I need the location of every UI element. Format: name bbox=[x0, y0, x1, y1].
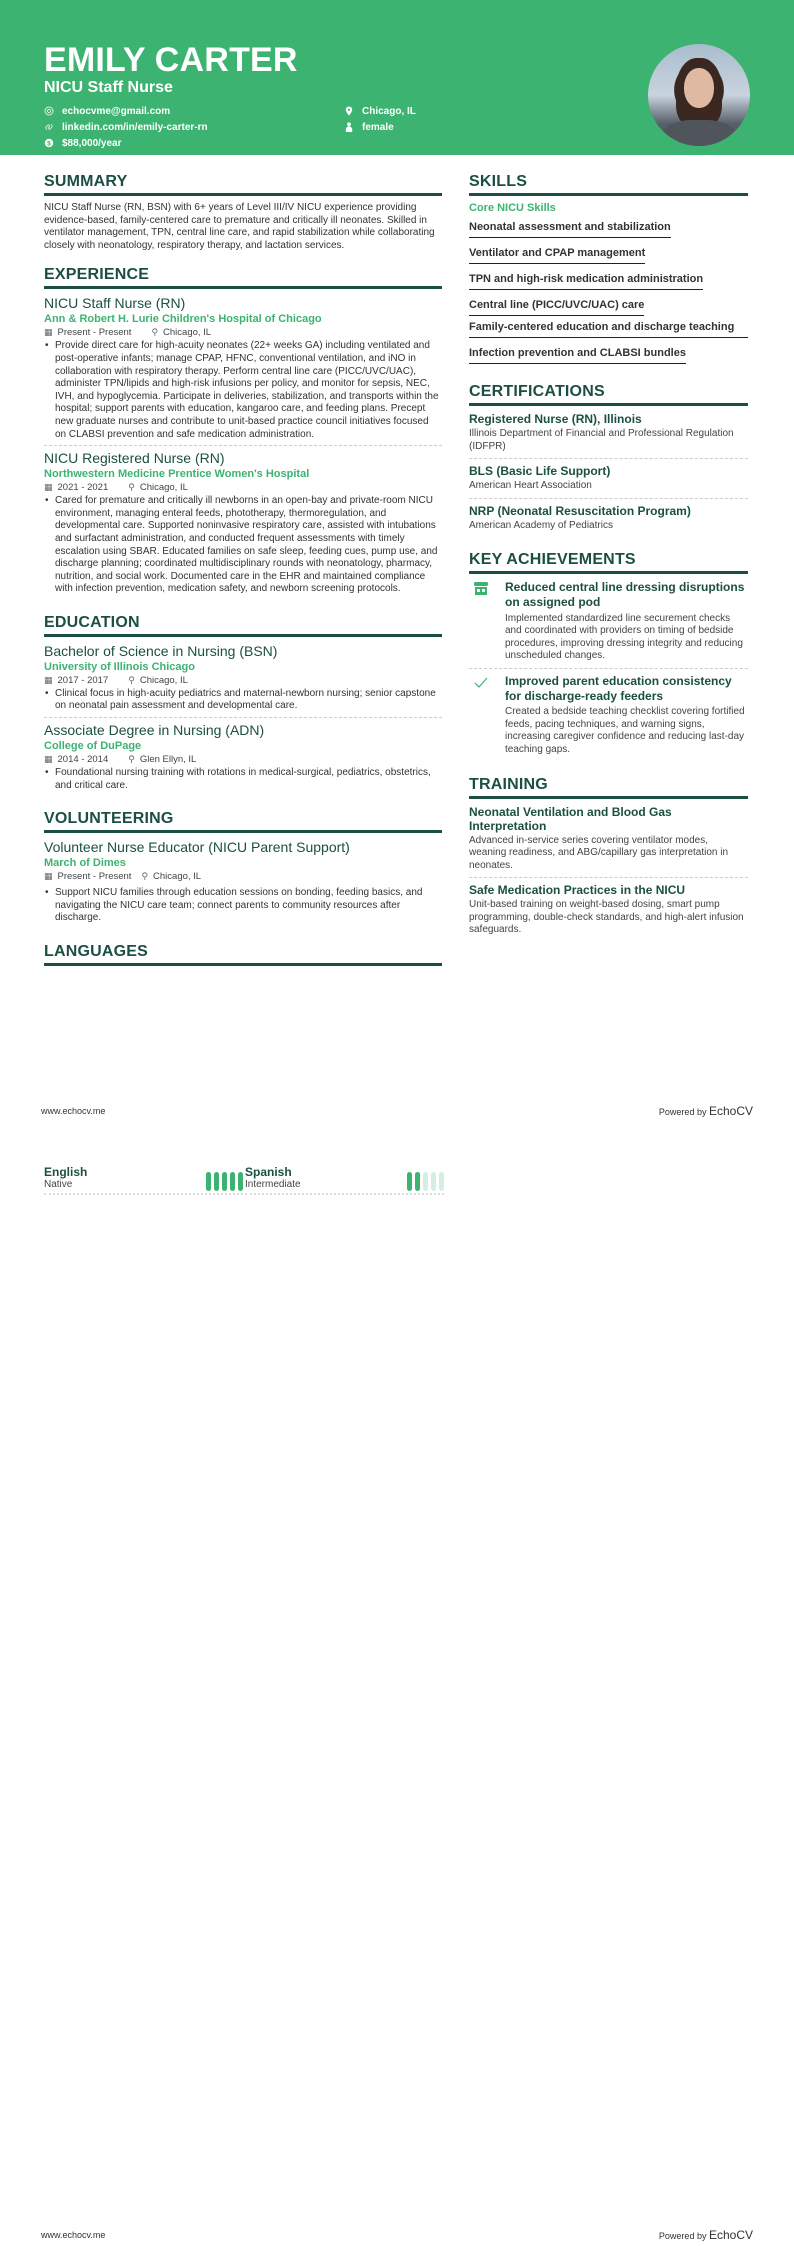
entry-meta bbox=[44, 753, 442, 766]
calendar-icon: ▦ bbox=[44, 871, 53, 882]
section-heading: VOLUNTEERING bbox=[44, 810, 442, 833]
certification-issuer: American Heart Association bbox=[469, 480, 592, 492]
job-title: NICU Staff Nurse (RN) bbox=[44, 295, 186, 312]
bullet-point: • Foundational nursing training with rotations in medical-surgical, pediatrics, obstetrics, and critical care. bbox=[44, 767, 442, 792]
storefront-icon bbox=[469, 580, 505, 663]
location-pin-icon: ⚲ bbox=[128, 674, 135, 685]
powered-by: Powered by EchoCV bbox=[658, 2228, 753, 2242]
experience-section bbox=[44, 266, 442, 600]
proficiency-bars bbox=[407, 1166, 444, 1191]
section-heading: EXPERIENCE bbox=[44, 266, 442, 289]
bullet-point: • Provide direct care for high-acuity neonates (22+ weeks GA) including ventilated and post-operative infants; manage CPAP, HFNC, conventional ventilation, and iNO in collaboration with respiratory therapy. Perform central line care (PICC/UVC/UAC), administer TPN/lipids and high-risk infusions per policy, and monitor for sepsis, NEC, IVH, and hypoglycemia. Participate in deliveries, stabilization, and transports within the hospital; support parents with education, kangaroo care, and feeding plans. Precept new graduate nurses and contribute to unit-based practice council initiatives focused on CLABSI prevention and safe medication administration. bbox=[44, 340, 442, 441]
calendar-icon: ▦ bbox=[44, 482, 53, 493]
website-link[interactable]: www.echocv.me bbox=[41, 2230, 106, 2240]
calendar-icon: ▦ bbox=[44, 754, 53, 765]
location-pin-icon: ⚲ bbox=[128, 482, 135, 493]
location bbox=[128, 674, 188, 687]
section-heading: CERTIFICATIONS bbox=[469, 383, 748, 406]
certification-issuer: Illinois Department of Financial and Professional Regulation (IDFPR) bbox=[469, 428, 734, 452]
skill-category: Core NICU Skills bbox=[469, 202, 556, 214]
at-icon bbox=[44, 106, 54, 116]
bullet-point: • Clinical focus in high-acuity pediatrics and maternal-newborn nursing; senior capstone on neonatal pain assessment and developmental care. bbox=[44, 688, 442, 713]
education-entry bbox=[44, 722, 442, 796]
skill-item: Neonatal assessment and stabilization bbox=[469, 221, 671, 238]
location-text: Chicago, IL bbox=[153, 871, 202, 883]
page-footer bbox=[0, 1104, 794, 1118]
languages-section bbox=[44, 943, 442, 966]
contact-location bbox=[344, 103, 416, 119]
organization: March of Dimes bbox=[44, 857, 126, 870]
job-title: NICU Registered Nurse (RN) bbox=[44, 450, 225, 467]
skill-item: Central line (PICC/UVC/UAC) care bbox=[469, 299, 644, 316]
candidate-name: EMILY CARTER bbox=[44, 41, 298, 79]
training-section bbox=[469, 776, 748, 943]
dates: 2021 - 2021 bbox=[57, 482, 109, 494]
degree: Associate Degree in Nursing (ADN) bbox=[44, 722, 265, 739]
section-heading: SKILLS bbox=[469, 173, 748, 196]
brand-name: EchoCV bbox=[708, 1104, 753, 1118]
checkmark-icon bbox=[469, 674, 505, 757]
location-pin-icon: ⚲ bbox=[141, 871, 149, 882]
bullet-point: • Cared for premature and critically ill newborns in an open-bay and private-room NICU environment, managing enteral feeds, phototherapy, thermoregulation, and developmental care. Supported noninvasive respiratory care, assisted with intubations and surfactant administration, and conducted frequent assessments with timely escalation using SBAR. Educated families on safe sleep, feeding cues, pump use, and discharge planning; coordinated multidisciplinary rounds with neonatology, pharmacy, nutrition, and social work. Documented care in the EHR and maintained compliance with infection prevention, medication safety, and newborn screening protocols. bbox=[44, 495, 442, 596]
skill-item: TPN and high-risk medication administration bbox=[469, 273, 703, 290]
experience-entry bbox=[44, 295, 442, 446]
certification-name: Registered Nurse (RN), Illinois bbox=[469, 412, 642, 426]
education-entry bbox=[44, 643, 442, 718]
skill-item: Family-centered education and discharge teaching bbox=[469, 321, 748, 338]
proficiency-bar-empty bbox=[431, 1172, 436, 1191]
location-pin-icon bbox=[344, 106, 354, 116]
proficiency-bar-empty bbox=[423, 1172, 428, 1191]
achievement-description: Created a bedside teaching checklist covering fortified feeds, pacing techniques, and warning signs, increasing caregiver confidence and reducing last-day teaching gaps. bbox=[505, 706, 745, 755]
entry-meta bbox=[44, 674, 442, 687]
resume-header bbox=[0, 0, 794, 155]
training-description: Advanced in-service series covering ventilator modes, weaning readiness, and ABG/capillary gas interpretation in neonates. bbox=[469, 834, 729, 871]
achievement-title: Improved parent education consistency for discharge-ready feeders bbox=[505, 673, 732, 703]
achievement-description: Implemented standardized line securement checks and coordinated with providers on timing of bedside procedures, improving dressing integrity and reducing unscheduled changes. bbox=[505, 612, 743, 662]
section-heading: SUMMARY bbox=[44, 173, 442, 196]
location bbox=[128, 481, 188, 494]
section-heading: LANGUAGES bbox=[44, 943, 442, 966]
employer: Northwestern Medicine Prentice Women's Hospital bbox=[44, 468, 310, 481]
brand-name: EchoCV bbox=[708, 2228, 753, 2242]
language-item bbox=[44, 1166, 243, 1195]
email-text: echocvme@gmail.com bbox=[62, 105, 171, 117]
location-text: Chicago, IL bbox=[362, 105, 416, 117]
profile-photo bbox=[648, 44, 750, 146]
dollar-icon bbox=[44, 138, 54, 148]
page-footer bbox=[0, 2228, 794, 2242]
section-heading: KEY ACHIEVEMENTS bbox=[469, 551, 748, 574]
achievement-item bbox=[469, 580, 748, 669]
powered-by: Powered by EchoCV bbox=[658, 1104, 753, 1118]
certification-item bbox=[469, 412, 748, 459]
training-name: Safe Medication Practices in the NICU bbox=[469, 883, 686, 898]
entry-meta bbox=[44, 326, 442, 339]
language-name: Spanish bbox=[245, 1165, 292, 1179]
training-description: Unit-based training on weight-based dosing, smart pump programming, double-check standards, and high-alert infusion safeguards. bbox=[469, 899, 744, 936]
location-pin-icon: ⚲ bbox=[151, 327, 159, 338]
section-heading: EDUCATION bbox=[44, 614, 442, 637]
achievement-title: Reduced central line dressing disruptions on assigned pod bbox=[505, 580, 745, 609]
skills-section bbox=[469, 173, 748, 369]
certification-name: BLS (Basic Life Support) bbox=[469, 464, 611, 479]
resume-body bbox=[0, 173, 794, 980]
location-text: Chicago, IL bbox=[139, 482, 188, 494]
certification-item bbox=[469, 504, 748, 538]
training-name: Neonatal Ventilation and Blood Gas Interpretation bbox=[469, 804, 672, 833]
school: College of DuPage bbox=[44, 740, 142, 753]
language-level: Intermediate bbox=[245, 1179, 301, 1190]
proficiency-bar-filled bbox=[230, 1172, 235, 1191]
entry-meta bbox=[44, 481, 442, 494]
location-text: Glen Ellyn, IL bbox=[139, 754, 197, 766]
contact-info bbox=[44, 103, 750, 151]
languages-list bbox=[44, 1166, 446, 1195]
location bbox=[151, 326, 211, 339]
salary-text: $88,000/year bbox=[62, 137, 122, 149]
proficiency-bar-filled bbox=[415, 1172, 420, 1191]
degree: Bachelor of Science in Nursing (BSN) bbox=[44, 642, 278, 659]
contact-salary bbox=[44, 135, 750, 151]
contact-column-right bbox=[344, 103, 416, 135]
employer: Ann & Robert H. Lurie Children's Hospital of Chicago bbox=[44, 313, 322, 326]
dates: 2014 - 2014 bbox=[57, 754, 109, 766]
gender-text: female bbox=[362, 121, 394, 133]
skill-item: Infection prevention and CLABSI bundles bbox=[469, 347, 686, 364]
achievements-section bbox=[469, 551, 748, 761]
dates: 2017 - 2017 bbox=[57, 674, 109, 686]
achievement-item bbox=[469, 674, 748, 762]
dates: Present - Present bbox=[57, 871, 132, 883]
location bbox=[128, 753, 196, 766]
left-column bbox=[44, 173, 442, 980]
skill-item: Ventilator and CPAP management bbox=[469, 247, 645, 264]
photo-face bbox=[684, 68, 714, 108]
dates: Present - Present bbox=[57, 327, 132, 339]
education-section bbox=[44, 614, 442, 796]
summary-section bbox=[44, 173, 442, 252]
person-icon bbox=[344, 122, 354, 132]
entry-meta bbox=[44, 870, 442, 883]
language-level: Native bbox=[44, 1179, 73, 1190]
volunteering-section bbox=[44, 810, 442, 929]
location-text: Chicago, IL bbox=[163, 327, 212, 339]
bullet-point: • Support NICU families through education sessions on bonding, feeding basics, and navigating the NICU care team; connect parents to community resources after discharge. bbox=[44, 887, 442, 925]
role-title: Volunteer Nurse Educator (NICU Parent Support) bbox=[44, 839, 350, 856]
location-text: Chicago, IL bbox=[139, 674, 188, 686]
link-icon bbox=[44, 122, 54, 132]
language-item bbox=[245, 1166, 444, 1195]
certifications-section bbox=[469, 383, 748, 537]
photo-body bbox=[662, 120, 736, 146]
contact-gender bbox=[344, 119, 416, 135]
calendar-icon: ▦ bbox=[44, 674, 53, 685]
proficiency-bar-filled bbox=[214, 1172, 219, 1191]
location-pin-icon: ⚲ bbox=[128, 754, 135, 765]
summary-text: NICU Staff Nurse (RN, BSN) with 6+ years of Level III/IV NICU experience providing evidence-based, family-centered care to premature and critically ill neonates. Skilled in ventilator management, TPN, central line care, and rapid stabilization while collaborating closely with neonatology, respiratory therapy, and lactation services. bbox=[44, 202, 435, 251]
section-heading: TRAINING bbox=[469, 776, 748, 799]
proficiency-bar-filled bbox=[238, 1172, 243, 1191]
volunteering-entry bbox=[44, 839, 442, 929]
right-column bbox=[469, 173, 748, 980]
proficiency-bar-empty bbox=[439, 1172, 444, 1191]
website-link[interactable]: www.echocv.me bbox=[41, 1106, 106, 1116]
certification-issuer: American Academy of Pediatrics bbox=[469, 519, 613, 531]
calendar-icon: ▦ bbox=[44, 327, 53, 338]
location bbox=[141, 870, 201, 883]
language-name: English bbox=[44, 1165, 88, 1179]
training-item bbox=[469, 805, 748, 879]
linkedin-text: linkedin.com/in/emily-carter-rn bbox=[62, 121, 208, 133]
svg-text:$: $ bbox=[47, 140, 51, 148]
proficiency-bar-filled bbox=[206, 1172, 211, 1191]
proficiency-bars bbox=[206, 1166, 243, 1191]
proficiency-bar-filled bbox=[407, 1172, 412, 1191]
proficiency-bar-filled bbox=[222, 1172, 227, 1191]
certification-item bbox=[469, 464, 748, 499]
training-item bbox=[469, 883, 748, 942]
school: University of Illinois Chicago bbox=[44, 660, 195, 673]
candidate-title: NICU Staff Nurse bbox=[44, 79, 173, 96]
experience-entry bbox=[44, 450, 442, 600]
certification-name: NRP (Neonatal Resuscitation Program) bbox=[469, 503, 691, 518]
